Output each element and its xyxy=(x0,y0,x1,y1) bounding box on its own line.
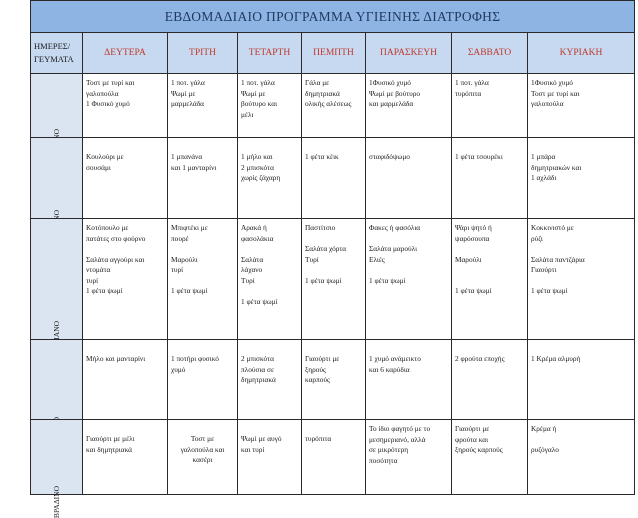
day-header-tuesday: ΤΡΙΤΗ xyxy=(168,33,238,74)
meal-cell-afternoon-monday: Μήλο και μανταρίνι xyxy=(83,340,168,420)
meal-cell-snack-tuesday: 1 μπανάνα και 1 μανταρίνι xyxy=(168,138,238,219)
meal-cell-lunch-sunday: Κοκκινιστό με ρύζι Σαλάτα παντζάρια Γιαούρτι 1 φέτα ψωμί xyxy=(528,219,635,340)
meal-cell-afternoon-wednesday: 2 μπισκότα πλούσια σε δημητριακά xyxy=(238,340,302,420)
meal-cell-dinner-saturday: Γιαούρτι με φρούτα και ξηρούς καρπούς xyxy=(452,420,528,495)
meal-cell-breakfast-saturday: 1 ποτ. γάλα τυρόπιτα xyxy=(452,74,528,138)
weekly-diet-table xyxy=(30,0,635,518)
meal-cell-lunch-thursday: Παστίτσιο Σαλάτα χόρτα Τυρί 1 φέτα ψωμί xyxy=(302,219,366,340)
meal-cell-snack-sunday: 1 μπάρα δημητριακών και 1 αχλάδι xyxy=(528,138,635,219)
meal-cell-snack-thursday: 1 φέτα κέικ xyxy=(302,138,366,219)
meal-cell-breakfast-thursday: Γάλα με δημητριακά ολικής αλέσεως xyxy=(302,74,366,138)
meal-row-afternoon xyxy=(31,340,635,420)
meal-cell-dinner-wednesday: Ψωμί με αυγό και τυρί xyxy=(238,420,302,495)
meal-label-dinner: ΒΡΑΔΙΝΟ xyxy=(51,486,61,518)
meal-cell-dinner-friday: Το ίδιο φαγητό με το μεσημεριανό, αλλά σε μικρότερη ποσότητα xyxy=(366,420,452,495)
meal-label-cell xyxy=(31,138,83,219)
meal-row-dinner xyxy=(31,420,635,495)
day-header-thursday: ΠΕΜΠΤΗ xyxy=(302,33,366,74)
days-header-row xyxy=(31,33,635,74)
meal-row-breakfast xyxy=(31,74,635,138)
meal-cell-dinner-sunday: Κρέμα ή ρυζόγαλο xyxy=(528,420,635,495)
meal-cell-afternoon-saturday: 2 φρούτα εποχής xyxy=(452,340,528,420)
meal-cell-snack-monday: Κουλούρι με σουσάμι xyxy=(83,138,168,219)
table-title: ΕΒΔΟΜΑΔΙΑΙΟ ΠΡΟΓΡΑΜΜΑ ΥΓΙΕΙΝΗΣ ΔΙΑΤΡΟΦΗΣ xyxy=(31,1,635,33)
meal-label-cell xyxy=(31,74,83,138)
day-header-sunday: ΚΥΡΙΑΚΗ xyxy=(528,33,635,74)
day-header-monday: ΔΕΥΤΕΡΑ xyxy=(83,33,168,74)
meal-label-cell xyxy=(31,219,83,340)
meal-cell-dinner-tuesday: Τοστ με γαλοπούλα και κασέρι xyxy=(168,420,238,495)
meal-row-snack xyxy=(31,138,635,219)
day-header-wednesday: ΤΕΤΑΡΤΗ xyxy=(238,33,302,74)
corner-label: ΗΜΕΡΕΣ/ ΓΕΥΜΑΤΑ xyxy=(31,33,83,74)
meal-row-lunch xyxy=(31,219,635,340)
meal-cell-snack-friday: σταφιδόψωμο xyxy=(366,138,452,219)
day-header-saturday: ΣΑΒΒΑΤΟ xyxy=(452,33,528,74)
meal-cell-afternoon-sunday: 1 Κρέμα αλμυρή xyxy=(528,340,635,420)
meal-cell-dinner-monday: Γιαούρτι με μέλι και δημητριακά xyxy=(83,420,168,495)
meal-cell-lunch-tuesday: Μπιφτέκι με πουρέ Μαρούλι τυρί 1 φέτα ψωμί xyxy=(168,219,238,340)
meal-cell-lunch-saturday: Ψάρι ψητό ή ψαρόσουπα Μαρούλι 1 φέτα ψωμί xyxy=(452,219,528,340)
meal-cell-afternoon-tuesday: 1 ποτήρι φυσικό χυμό xyxy=(168,340,238,420)
meal-cell-lunch-monday: Κοτόπουλο με πατάτες στο φούρνο Σαλάτα αγγούρι και ντομάτα τυρί 1 φέτα ψωμί xyxy=(83,219,168,340)
meal-cell-breakfast-monday: Τοστ με τυρί και γαλοπούλα 1 Φυσικό χυμό xyxy=(83,74,168,138)
meal-label-cell xyxy=(31,340,83,420)
meal-cell-afternoon-thursday: Γιαούρτι με ξηρούς καρπούς xyxy=(302,340,366,420)
meal-cell-lunch-friday: Φακες ή φασόλια Σαλάτα μαρούλι Ελιές 1 φέτα ψωμί xyxy=(366,219,452,340)
diet-schedule-sheet xyxy=(30,0,638,518)
meal-cell-lunch-wednesday: Αρακά ή φασολάκια Σαλάτα λάχανο Τυρί 1 φέτα ψωμί xyxy=(238,219,302,340)
meal-cell-afternoon-friday: 1 χυμό ανάμεικτο και 6 καρύδια xyxy=(366,340,452,420)
meal-cell-breakfast-friday: 1Φυσικό χυμό Ψωμί με βούτυρο και μαρμελάδα xyxy=(366,74,452,138)
meal-cell-dinner-thursday: τυρόπιτα xyxy=(302,420,366,495)
meal-cell-breakfast-tuesday: 1 ποτ. γάλα Ψωμί με μαρμελάδα xyxy=(168,74,238,138)
meal-cell-breakfast-wednesday: 1 ποτ. γάλα Ψωμί με βούτυρο και μέλι xyxy=(238,74,302,138)
meal-cell-breakfast-sunday: 1Φυσικό χυμό Τοστ με τυρί και γαλοπούλα xyxy=(528,74,635,138)
meal-cell-snack-saturday: 1 φέτα τσουρέκι xyxy=(452,138,528,219)
day-header-friday: ΠΑΡΑΣΚΕΥΗ xyxy=(366,33,452,74)
meal-cell-snack-wednesday: 1 μήλο και 2 μπισκότα χωρίς ζάχαρη xyxy=(238,138,302,219)
meal-label-cell xyxy=(31,420,83,518)
